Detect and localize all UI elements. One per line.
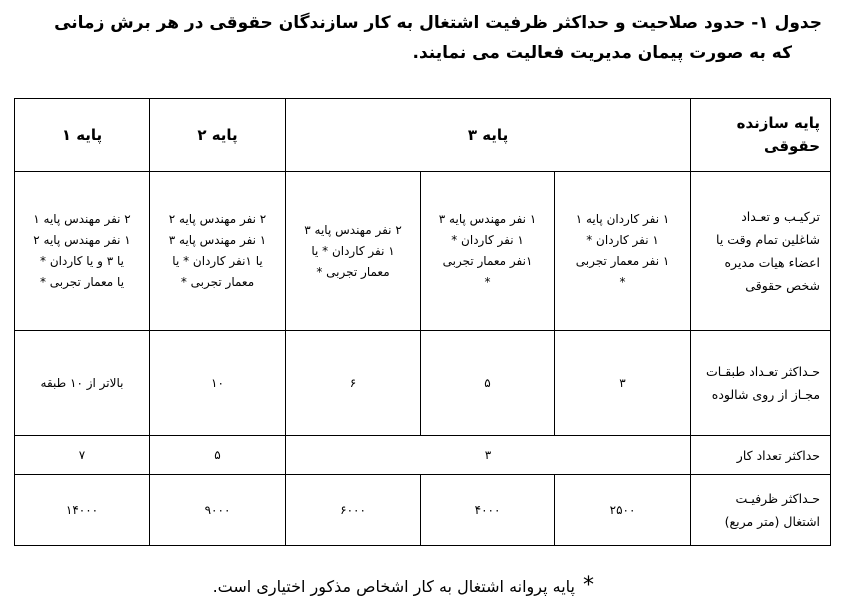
work-count-grade-1: ۷ xyxy=(15,436,150,475)
footnote-text: پایه پروانه اشتغال به کار اشخاص مذکور اختیاری است. xyxy=(212,577,575,596)
work-count-row xyxy=(15,436,831,475)
staff-cell-2 xyxy=(421,172,555,331)
staff-cell-3 xyxy=(286,172,421,331)
capacity-row xyxy=(15,475,831,546)
cell-line: معمار تجربی * xyxy=(180,275,255,289)
floors-rowhead: حـداکثر تعـداد طبقـات مجـاز از روی شالوده xyxy=(691,331,831,436)
cell-line: ۱نفر معمار تجربی xyxy=(442,254,533,268)
cell-line: معمار تجربی * xyxy=(316,264,390,279)
qualification-table xyxy=(14,98,831,546)
table-caption xyxy=(22,8,822,68)
cell-line: یا ۱نفر کاردان * یا xyxy=(172,254,263,268)
cell-line: ۱ نفر مهندس پایه ۳ xyxy=(438,212,537,226)
cell-line: ۱ نفر کاردان * xyxy=(451,233,524,247)
capacity-cell: ۴۰۰۰ xyxy=(421,475,555,546)
cell-line: ۱ نفر کاردان پایه ۱ xyxy=(575,212,670,226)
floors-cell: ۱۰ xyxy=(150,331,286,436)
cell-line: ۱ نفر مهندس پایه ۲ xyxy=(33,233,131,247)
staff-rowhead: ترکیـب و تعـداد شاغلین تمام وقت یا اعضاء هیات مدیره شخص حقوقی xyxy=(691,172,831,331)
cell-line: ۲ نفر مهندس پایه ۲ xyxy=(168,212,267,226)
capacity-cell: ۲۵۰۰ xyxy=(555,475,691,546)
cell-line: ۱ نفر کاردان * xyxy=(586,233,659,247)
staff-cell-4 xyxy=(150,172,286,331)
floors-cell: بالاتر از ۱۰ طبقه xyxy=(15,331,150,436)
asterisk-icon: * xyxy=(583,573,594,598)
header-grade-1: پایه ۱ xyxy=(15,99,150,172)
cell-line: یا ۳ و یا کاردان * xyxy=(40,254,124,268)
header-grade-2: پایه ۲ xyxy=(150,99,286,172)
caption-line-1: جدول ۱- حدود صلاحیت و حداکثر ظرفیت اشتغال به کار سازندگان حقوقی در هر برش زمانی xyxy=(54,13,822,33)
staff-cell-5 xyxy=(15,172,150,331)
floors-cell: ۳ xyxy=(555,331,691,436)
cell-line: ۱ نفر کاردان * یا xyxy=(311,243,395,258)
work-count-grade-2: ۵ xyxy=(150,436,286,475)
capacity-cell: ۱۴۰۰۰ xyxy=(15,475,150,546)
header-row xyxy=(15,99,831,172)
cell-line: ۱ نفر مهندس پایه ۳ xyxy=(168,233,267,247)
staff-cell-1 xyxy=(555,172,691,331)
cell-line: * xyxy=(619,275,626,289)
header-rowhead: پایه سازنده حقوقی xyxy=(691,99,831,172)
cell-line: ۲ نفر مهندس پایه ۳ xyxy=(304,222,402,237)
cell-line: * xyxy=(484,275,491,289)
cell-line: ۲ نفر مهندس پایه ۱ xyxy=(33,212,131,226)
header-grade-3: پایه ۳ xyxy=(286,99,691,172)
capacity-cell: ۶۰۰۰ xyxy=(286,475,421,546)
floors-cell: ۵ xyxy=(421,331,555,436)
capacity-rowhead: حـداکثر ظرفیـت اشتغال (متر مربع) xyxy=(691,475,831,546)
floors-cell: ۶ xyxy=(286,331,421,436)
caption-line-2: که به صورت پیمان مدیریت فعالیت می نمایند. xyxy=(412,43,792,63)
work-count-grade-3: ۳ xyxy=(286,436,691,475)
cell-line: ۱ نفر معمار تجربی xyxy=(575,254,670,268)
footnote xyxy=(213,574,594,599)
floors-row xyxy=(15,331,831,436)
work-count-rowhead: حداکثر تعداد کار xyxy=(691,436,831,475)
staff-row xyxy=(15,172,831,331)
capacity-cell: ۹۰۰۰ xyxy=(150,475,286,546)
cell-line: یا معمار تجربی * xyxy=(39,275,125,289)
